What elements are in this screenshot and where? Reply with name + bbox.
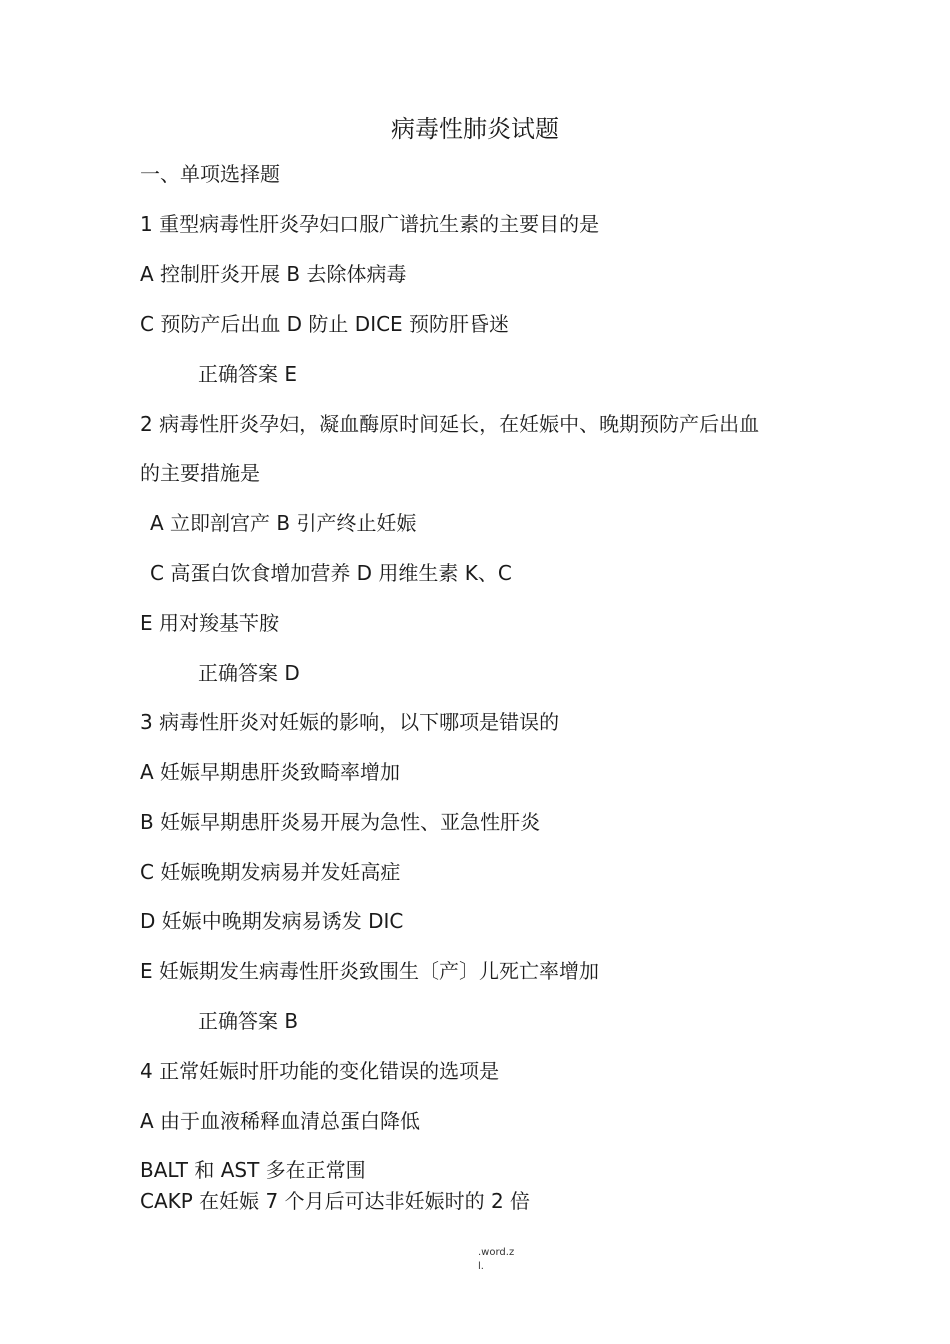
question-2-answer: 正确答案 D [198,661,300,685]
footer-line-1: .word.z [478,1247,515,1258]
footer-line-2: l. [478,1261,484,1272]
question-2-stem-cont: 的主要措施是 [140,461,260,485]
question-3-option-c: C 妊娠晚期发病易并发妊高症 [140,860,401,884]
question-1-answer: 正确答案 E [198,362,297,386]
question-4-option-c: CAKP 在妊娠 7 个月后可达非妊娠时的 2 倍 [140,1189,531,1213]
question-2-options-ab: A 立即剖宫产 B 引产终止妊娠 [150,511,417,535]
question-3-option-b: B 妊娠早期患肝炎易开展为急性、亚急性肝炎 [140,810,541,834]
page-footer [478,1246,514,1274]
question-3-option-a: A 妊娠早期患肝炎致畸率增加 [140,760,401,784]
section-heading: 一、单项选择题 [140,162,280,186]
question-2-stem: 2 病毒性肝炎孕妇，凝血酶原时间延长，在妊娠中、晚期预防产后出血 [140,412,760,436]
question-4-option-a: A 由于血液稀释血清总蛋白降低 [140,1109,421,1133]
question-2-options-cd: C 高蛋白饮食增加营养 D 用维生素 K、C [150,561,512,585]
question-4-option-b: BALT 和 AST 多在正常围 [140,1158,366,1182]
question-3-answer: 正确答案 B [198,1009,299,1033]
question-1-options-ab: A 控制肝炎开展 B 去除体病毒 [140,262,407,286]
question-1-options-cde: C 预防产后出血 D 防止 DICE 预防肝昏迷 [140,312,510,336]
page-title: 病毒性肺炎试题 [391,115,559,143]
question-3-option-d: D 妊娠中晚期发病易诱发 DIC [140,909,404,933]
question-2-option-e: E 用对羧基苄胺 [140,611,279,635]
question-1-stem: 1 重型病毒性肝炎孕妇口服广谱抗生素的主要目的是 [140,212,600,236]
question-4-stem: 4 正常妊娠时肝功能的变化错误的选项是 [140,1059,500,1083]
question-3-option-e: E 妊娠期发生病毒性肝炎致围生〔产〕儿死亡率增加 [140,959,599,983]
question-3-stem: 3 病毒性肝炎对妊娠的影响，以下哪项是错误的 [140,710,560,734]
